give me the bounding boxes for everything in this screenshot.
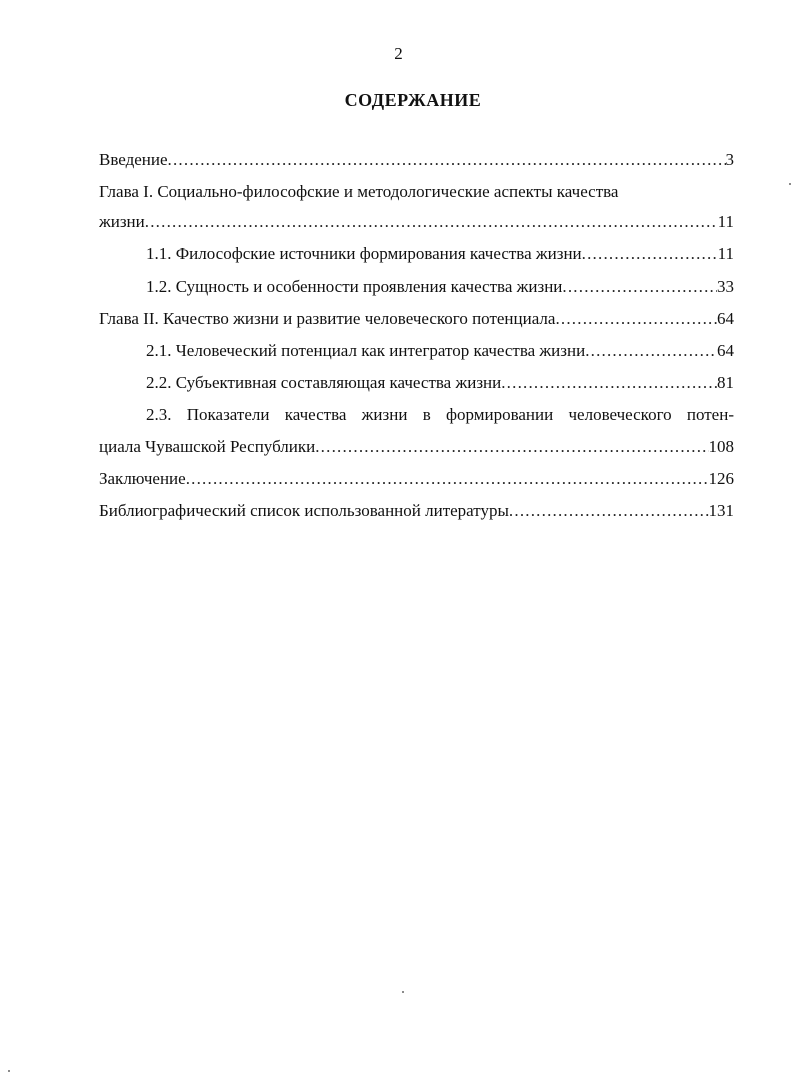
scan-speck: [8, 1070, 10, 1072]
toc-entry-chapter-1-line-1: [99, 182, 734, 206]
toc-entry-page: 33: [717, 277, 734, 296]
toc-entry-conclusion: [99, 469, 734, 493]
toc-entry-text: Глава I. Социально-философские и методологические аспекты качества: [99, 182, 619, 201]
toc-entry-section-2-1: [146, 341, 734, 365]
toc-entry-text: жизни: [99, 212, 145, 231]
toc-entry-introduction: [99, 150, 734, 174]
toc-entry-text: 2.3. Показатели качества жизни в формировании человеческого потен-: [146, 405, 734, 424]
toc-entry-page: 64: [717, 341, 734, 360]
dot-leader: [555, 309, 717, 329]
toc-entry-page: 81: [717, 373, 734, 392]
dot-leader: [562, 277, 717, 297]
toc-entry-text: 2.1. Человеческий потенциал как интегратор качества жизни: [146, 341, 586, 360]
dot-leader: [582, 244, 718, 264]
scan-speck: [402, 991, 404, 993]
dot-leader: [501, 373, 717, 393]
scan-speck: [789, 183, 791, 185]
toc-entry-text: Библиографический список использованной литературы: [99, 501, 509, 520]
toc-entry-text: Глава II. Качество жизни и развитие человеческого потенциала: [99, 309, 556, 328]
dot-leader: [145, 212, 718, 232]
toc-entry-section-2-3-line-2: [99, 437, 734, 461]
toc-entry-page: 3: [725, 150, 734, 169]
toc-entry-text: 1.1. Философские источники формирования качества жизни: [146, 244, 582, 263]
toc-entry-text: 1.2. Сущность и особенности проявления качества жизни: [146, 277, 563, 296]
toc-entry-section-2-3-line-1: [146, 405, 734, 429]
toc-entry-page: 11: [717, 244, 734, 263]
dot-leader: [186, 469, 709, 489]
toc-entry-chapter-2: [99, 309, 734, 333]
page-title: СОДЕРЖАНИЕ: [344, 90, 482, 110]
toc-entry-page: 11: [717, 212, 734, 231]
toc-entry-page: 64: [717, 309, 734, 328]
toc-entry-section-1-2: [146, 277, 734, 301]
toc-entry-page: 126: [708, 469, 734, 488]
toc-entry-text: 2.2. Субъективная составляющая качества жизни: [146, 373, 502, 392]
toc-entry-chapter-1-line-2: [99, 212, 734, 236]
toc-entry-text: Введение: [99, 150, 168, 169]
toc-entry-text: циала Чувашской Республики: [99, 437, 316, 456]
dot-leader: [509, 501, 709, 521]
toc-entry-section-1-1: [146, 244, 734, 268]
toc-entry-page: 108: [708, 437, 734, 456]
dot-leader: [168, 150, 726, 170]
toc-entry-page: 131: [708, 501, 734, 520]
dot-leader: [585, 341, 717, 361]
toc-entry-section-2-2: [146, 373, 734, 397]
dot-leader: [315, 437, 708, 457]
toc-entry-text: Заключение: [99, 469, 186, 488]
page-number: 2: [394, 44, 403, 63]
toc-entry-bibliography: [99, 501, 734, 525]
